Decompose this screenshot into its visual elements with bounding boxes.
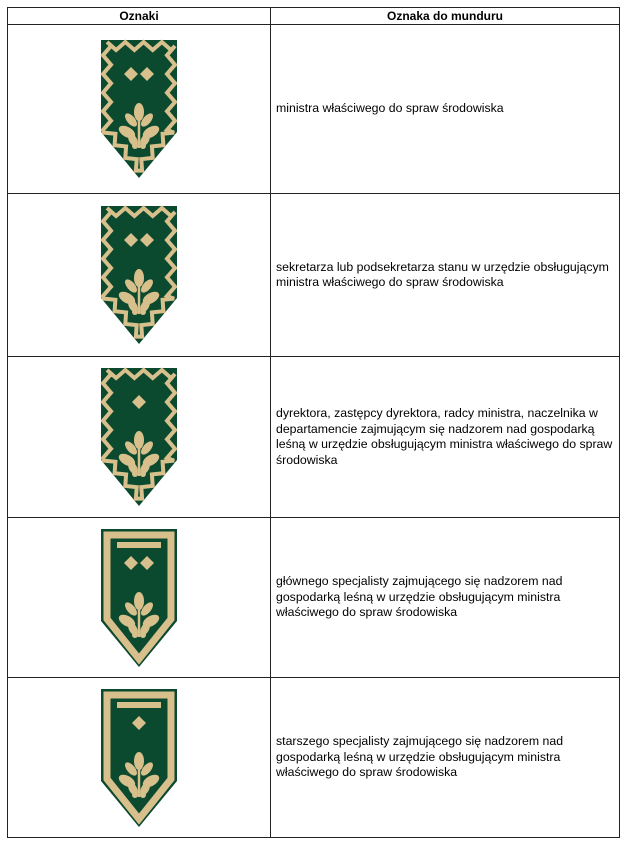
badge-cell [8,25,271,194]
badge-cell [8,678,271,838]
description: dyrektora, zastępcy dyrektora, radcy ministra, naczelnika w departamencie zajmującym się nadzorem nad gospodarką leśną w urzędzie obsługującym ministra właściwego do spraw środowiska [271,357,620,518]
description: starszego specjalisty zajmującego się nadzorem nad gospodarką leśną w urzędzie obsługującym ministra właściwego do spraw środowiska [271,678,620,838]
table-row [8,678,620,838]
table-row [8,518,620,678]
badge-secretary-icon [91,202,187,348]
description: sekretarza lub podsekretarza stanu w urzędzie obsługującym ministra właściwego do spraw środowiska [271,194,620,357]
badge-cell [8,357,271,518]
badge-senior-specialist-icon [91,685,187,831]
description: ministra właściwego do spraw środowiska [271,25,620,194]
table-row [8,25,620,194]
badge-director-icon [91,364,187,510]
description: głównego specjalisty zajmującego się nadzorem nad gospodarką leśną w urzędzie obsługującym ministra właściwego do spraw środowiska [271,518,620,678]
badge-minister-icon [91,36,187,182]
header-insignia: Oznaki [8,8,271,25]
badge-chief-specialist-icon [91,525,187,671]
header-row [8,8,620,25]
badge-cell [8,194,271,357]
header-uniform-badge: Oznaka do munduru [271,8,620,25]
table-row [8,357,620,518]
insignia-table [7,7,620,838]
badge-cell [8,518,271,678]
table-row [8,194,620,357]
